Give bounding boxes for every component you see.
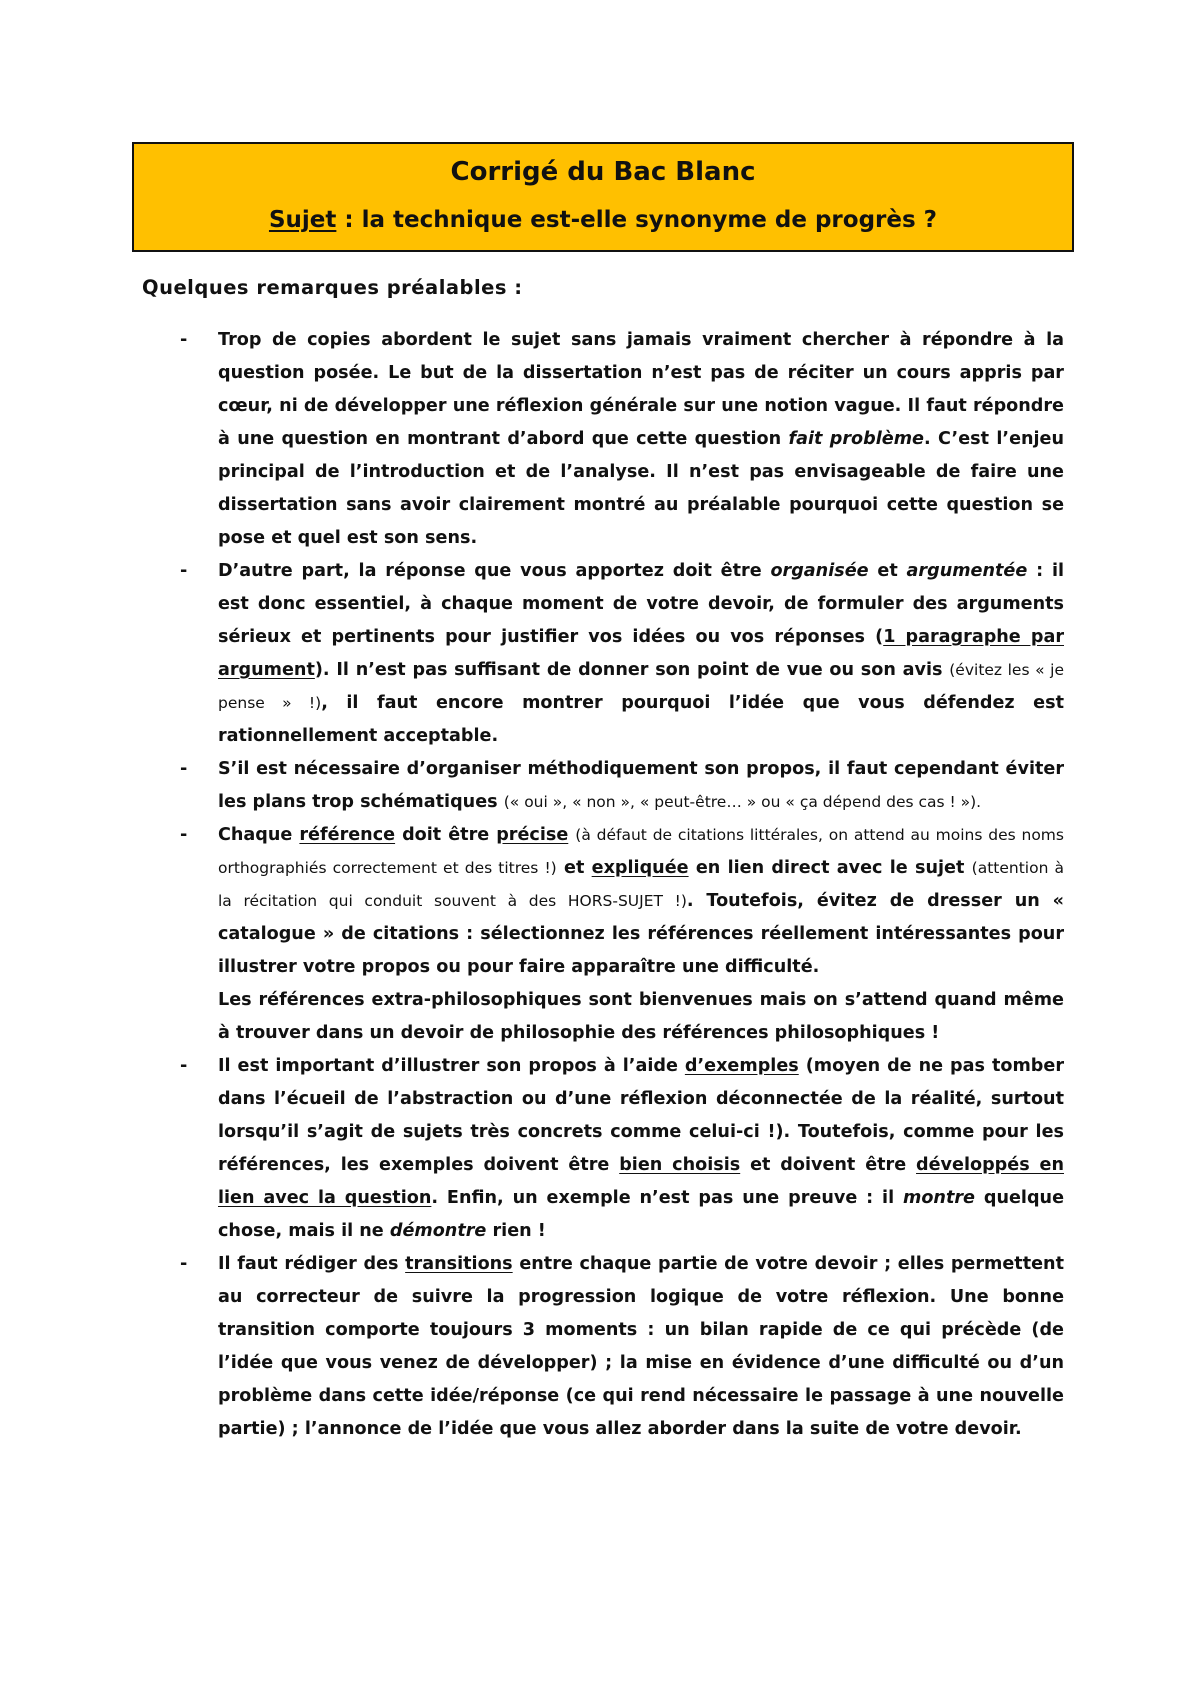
remark-item bbox=[174, 753, 1064, 819]
bullet-dash: - bbox=[180, 825, 188, 845]
remark-text: Chaque référence doit être précise (à défaut de citations littérales, on attend au moins des noms orthographiés correctement et des titres !) et expliquée en lien direct avec le sujet (attention à la récitation qui conduit souvent à des HORS-SUJET !). Toutefois, évitez de dresser un « catalogue » de citations : sélectionnez les références réellement intéressantes pour illustrer votre propos ou pour faire apparaître une difficulté. bbox=[218, 825, 1064, 977]
bullet-dash: - bbox=[180, 330, 188, 350]
subject-label: Sujet bbox=[268, 207, 337, 233]
bullet-dash: - bbox=[180, 561, 188, 581]
remark-item bbox=[174, 555, 1064, 753]
subject-text: : la technique est-elle synonyme de progrès ? bbox=[336, 207, 938, 233]
intro-heading: Quelques remarques préalables : bbox=[142, 276, 523, 299]
bullet-dash: - bbox=[180, 1254, 188, 1274]
bullet-dash: - bbox=[180, 759, 188, 779]
bullet-dash: - bbox=[180, 1056, 188, 1076]
remark-text: D’autre part, la réponse que vous apportez doit être organisée et argumentée : il est donc essentiel, à chaque moment de votre devoir, de formuler des arguments sérieux et pertinents pour justifier vos idées ou vos réponses (1 paragraphe par argument). Il n’est pas suffisant de donner son point de vue ou son avis (évitez les « je pense » !), il faut encore montrer pourquoi l’idée que vous défendez est rationnellement acceptable. bbox=[218, 561, 1064, 746]
remark-text: Il faut rédiger des transitions entre chaque partie de votre devoir ; elles permettent au correcteur de suivre la progression logique de votre réflexion. Une bonne transition comporte toujours 3 moments : un bilan rapide de ce qui précède (de l’idée que vous venez de développer) ; la mise en évidence d’une difficulté ou d’un problème dans cette idée/réponse (ce qui rend nécessaire le passage à une nouvelle partie) ; l’annonce de l’idée que vous allez aborder dans la suite de votre devoir. bbox=[218, 1254, 1064, 1439]
document-title: Corrigé du Bac Blanc bbox=[450, 157, 756, 187]
remark-text: S’il est nécessaire d’organiser méthodiquement son propos, il faut cependant éviter les plans trop schématiques (« oui », « non », « peut-être… » ou « ça dépend des cas ! »). bbox=[218, 759, 1064, 812]
subject-line bbox=[134, 204, 1072, 236]
remark-item bbox=[174, 1050, 1064, 1248]
remark-extra-text: Les références extra-philosophiques sont bienvenues mais on s’attend quand même à trouver dans un devoir de philosophie des références philosophiques ! bbox=[218, 990, 1064, 1043]
remarks-list bbox=[174, 324, 1064, 1446]
remark-item bbox=[174, 1248, 1064, 1446]
remark-item bbox=[174, 324, 1064, 555]
remark-text: Trop de copies abordent le sujet sans jamais vraiment chercher à répondre à la question posée. Le but de la dissertation n’est pas de réciter un cours appris par cœur, ni de développer une réflexion générale sur une notion vague. Il faut répondre à une question en montrant d’abord que cette question fait problème. C’est l’enjeu principal de l’introduction et de l’analyse. Il n’est pas envisageable de faire une dissertation sans avoir clairement montré au préalable pourquoi cette question se pose et quel est son sens. bbox=[218, 330, 1065, 548]
remark-item bbox=[174, 819, 1064, 1050]
remark-text: Il est important d’illustrer son propos à l’aide d’exemples (moyen de ne pas tomber dans l’écueil de l’abstraction ou d’une réflexion déconnectée de la réalité, surtout lorsqu’il s’agit de sujets très concrets comme celui-ci !). Toutefois, comme pour les références, les exemples doivent être bien choisis et doivent être développés en lien avec la question. Enfin, un exemple n’est pas une preuve : il montre quelque chose, mais il ne démontre rien ! bbox=[218, 1056, 1065, 1241]
title-banner bbox=[132, 142, 1074, 252]
